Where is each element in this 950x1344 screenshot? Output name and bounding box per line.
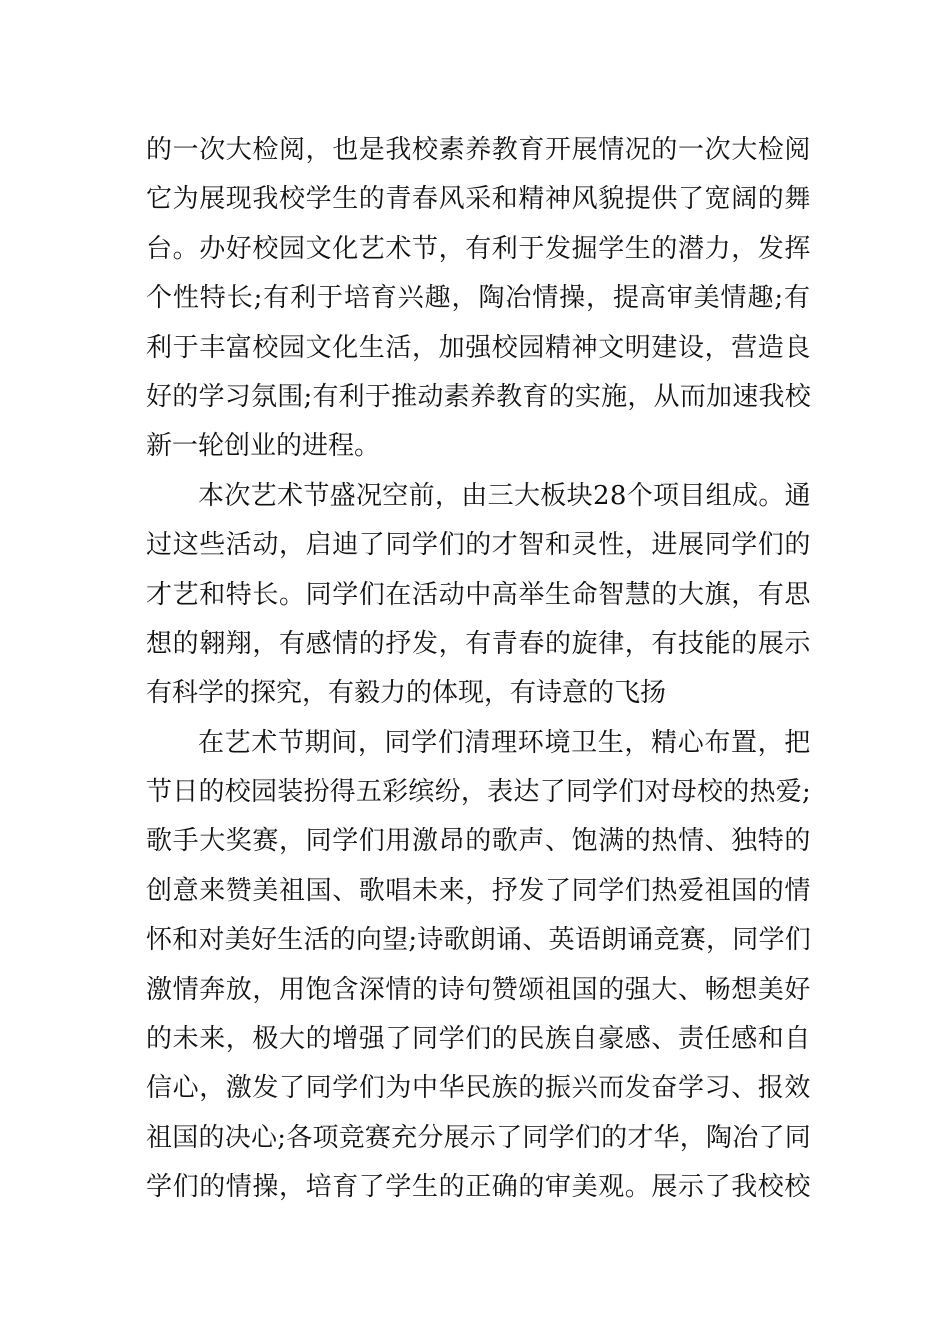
- paragraph-2: [146, 472, 811, 719]
- text-line: 的一次大检阅，也是我校素养教育开展情况的一次大检阅: [146, 135, 811, 165]
- document-body: [146, 126, 811, 1213]
- text-line: 它为展现我校学生的青春风采和精神风貌提供了宽阔的舞: [146, 184, 811, 215]
- text-line: 歌手大奖赛，同学们用激昂的歌声、饱满的热情、独特的: [146, 826, 811, 857]
- text-line: 新一轮创业的进程。: [146, 431, 381, 462]
- text-line: 过这些活动，启迪了同学们的才智和灵性，进展同学们的: [146, 530, 811, 561]
- text-line: 个性特长;有利于培育兴趣，陶冶情操，提高审美情趣;有: [146, 283, 811, 314]
- text-line: 台。办好校园文化艺术节，有利于发掘学生的潜力，发挥: [146, 233, 811, 264]
- text-line-first: 本次艺术节盛况空前，由三大板块28个项目组成。通: [198, 480, 811, 511]
- text-line: 怀和对美好生活的向望;诗歌朗诵、英语朗诵竞赛，同学们: [146, 925, 811, 956]
- text-line: 节日的校园装扮得五彩缤纷，表达了同学们对母校的热爱;: [146, 777, 811, 808]
- text-line: 利于丰富校园文化生活，加强校园精神文明建设，营造良: [146, 332, 811, 363]
- text-line: 激情奔放，用饱含深情的诗句赞颂祖国的强大、畅想美好: [146, 974, 811, 1005]
- text-line: 有科学的探究，有毅力的体现，有诗意的飞扬: [146, 678, 667, 709]
- text-line: 创意来赞美祖国、歌唱未来，抒发了同学们热爱祖国的情: [146, 875, 811, 906]
- paragraph-3: [146, 719, 811, 1213]
- text-line: 的未来，极大的增强了同学们的民族自豪感、责任感和自: [146, 1024, 811, 1055]
- text-line: 祖国的决心;各项竞赛充分展示了同学们的才华，陶冶了同: [146, 1122, 811, 1153]
- text-line-first: 在艺术节期间，同学们清理环境卫生，精心布置，把: [198, 727, 811, 758]
- text-line: 才艺和特长。同学们在活动中高举生命智慧的大旗，有思: [146, 579, 811, 610]
- text-line: 好的学习氛围;有利于推动素养教育的实施，从而加速我校: [146, 381, 811, 412]
- text-line: 想的翱翔，有感情的抒发，有青春的旋律，有技能的展示: [146, 628, 811, 659]
- text-line: 学们的情操，培育了学生的正确的审美观。展示了我校校: [146, 1172, 811, 1203]
- paragraph-1: [146, 126, 811, 472]
- text-line: 信心，激发了同学们为中华民族的振兴而发奋学习、报效: [146, 1073, 811, 1104]
